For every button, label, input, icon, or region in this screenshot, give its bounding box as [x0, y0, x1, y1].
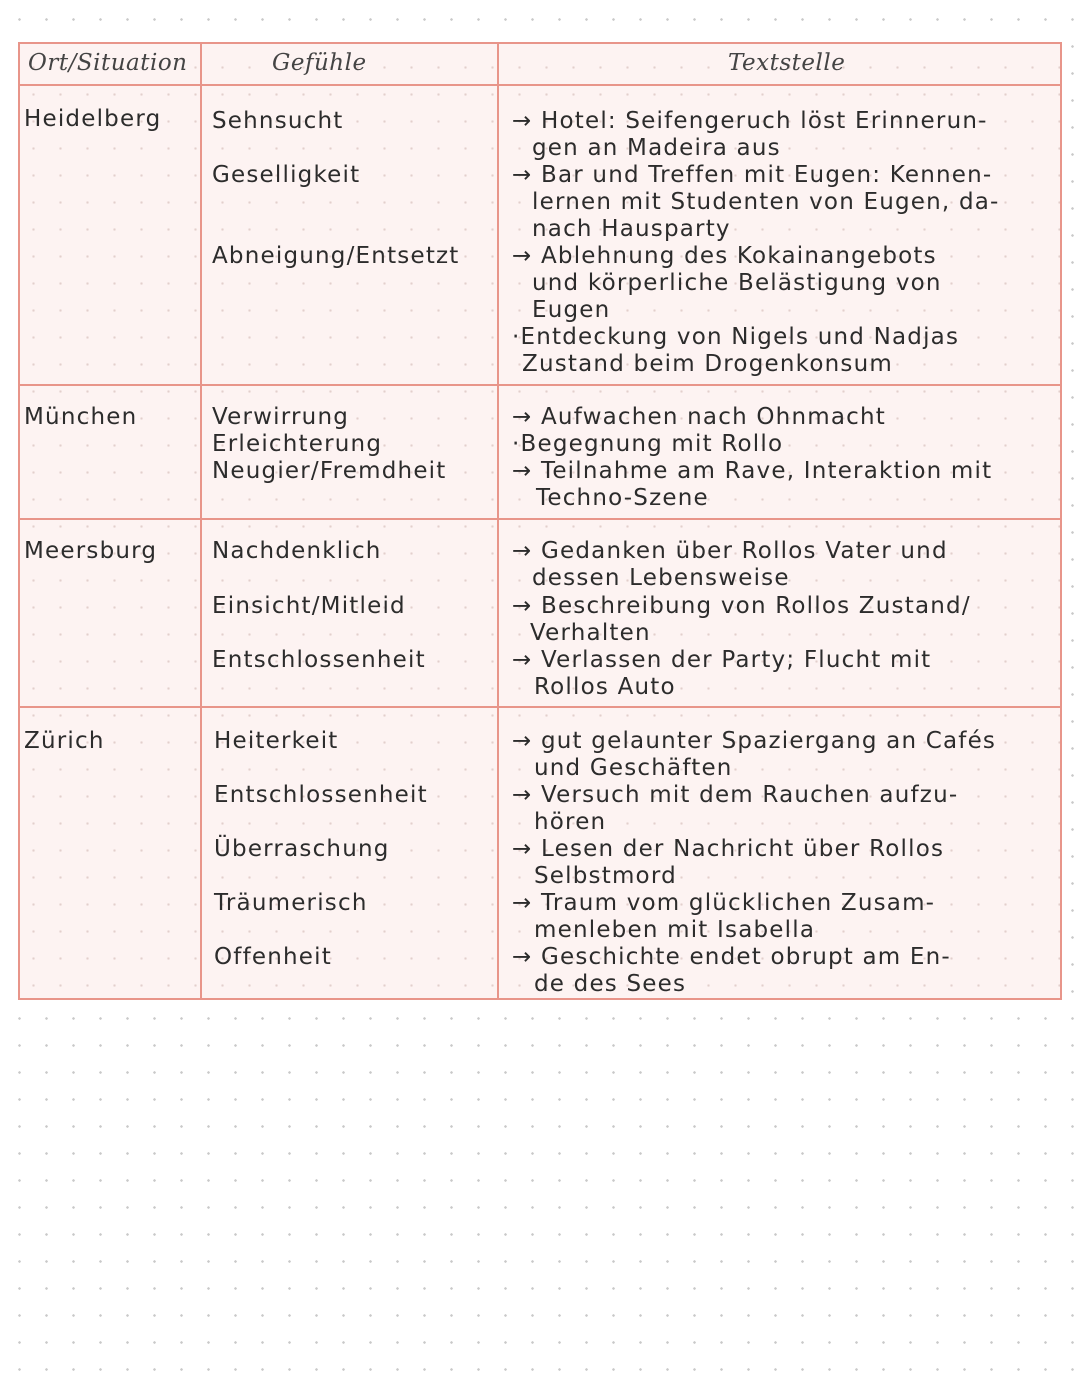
- feeling: Einsicht/Mitleid: [212, 593, 406, 619]
- row-divider: [20, 518, 1060, 520]
- text-line: → Ablehnung des Kokainangebots: [512, 243, 937, 269]
- text-line: ·Begegnung mit Rollo: [512, 431, 784, 457]
- header-gefuehle: Gefühle: [272, 50, 367, 76]
- text-line: → Traum vom glücklichen Zusam-: [512, 890, 936, 916]
- text-line: → gut gelaunter Spaziergang an Cafés: [512, 728, 997, 754]
- feeling: Verwirrung: [212, 404, 350, 430]
- text-line: Eugen: [532, 297, 611, 323]
- row-ort: Zürich: [24, 728, 105, 754]
- text-line: Selbstmord: [534, 863, 677, 889]
- text-line: und Geschäften: [534, 755, 733, 781]
- row-ort: Heidelberg: [24, 106, 162, 132]
- column-divider: [497, 44, 499, 998]
- feeling: Entschlossenheit: [214, 782, 428, 808]
- text-line: ·Entdeckung von Nigels und Nadjas: [512, 324, 960, 350]
- column-divider: [200, 44, 202, 998]
- feeling: Entschlossenheit: [212, 647, 426, 673]
- text-line: → Lesen der Nachricht über Rollos: [512, 836, 945, 862]
- text-line: → Geschichte endet obrupt am En-: [512, 944, 951, 970]
- feeling: Nachdenklich: [212, 538, 382, 564]
- text-line: → Teilnahme am Rave, Interaktion mit: [512, 458, 993, 484]
- text-line: Zustand beim Drogenkonsum: [522, 351, 893, 377]
- row-divider: [20, 706, 1060, 708]
- text-line: → Verlassen der Party; Flucht mit: [512, 647, 932, 673]
- text-line: de des Sees: [534, 971, 687, 997]
- text-line: menleben mit Isabella: [534, 917, 816, 943]
- text-line: → Beschreibung von Rollos Zustand/: [512, 593, 971, 619]
- text-line: → Bar und Treffen mit Eugen: Kennen-: [512, 162, 993, 188]
- feeling: Erleichterung: [212, 431, 383, 457]
- text-line: Techno-Szene: [536, 485, 709, 511]
- text-line: → Aufwachen nach Ohnmacht: [512, 404, 886, 430]
- header-ort: Ort/Situation: [28, 50, 188, 76]
- text-line: lernen mit Studenten von Eugen, da-: [532, 189, 1000, 215]
- feeling: Geselligkeit: [212, 162, 361, 188]
- header-textstelle: Textstelle: [728, 50, 846, 76]
- text-line: hören: [534, 809, 607, 835]
- row-divider: [20, 384, 1060, 386]
- notes-table: [18, 42, 1062, 1000]
- text-line: Verhalten: [530, 620, 651, 646]
- text-line: dessen Lebensweise: [532, 565, 790, 591]
- text-line: nach Hausparty: [532, 216, 731, 242]
- feeling: Träumerisch: [214, 890, 368, 916]
- text-line: gen an Madeira aus: [532, 135, 781, 161]
- feeling: Heiterkeit: [214, 728, 339, 754]
- feeling: Abneigung/Entsetzt: [212, 243, 460, 269]
- feeling: Sehnsucht: [212, 108, 344, 134]
- feeling: Überraschung: [214, 836, 390, 862]
- header-divider: [20, 84, 1060, 86]
- feeling: Neugier/Fremdheit: [212, 458, 447, 484]
- text-line: → Gedanken über Rollos Vater und: [512, 538, 948, 564]
- row-ort: München: [24, 404, 138, 430]
- row-ort: Meersburg: [24, 538, 158, 564]
- text-line: → Versuch mit dem Rauchen aufzu-: [512, 782, 959, 808]
- text-line: und körperliche Belästigung von: [532, 270, 942, 296]
- feeling: Offenheit: [214, 944, 332, 970]
- text-line: → Hotel: Seifengeruch löst Erinnerun-: [512, 108, 988, 134]
- text-line: Rollos Auto: [534, 674, 676, 700]
